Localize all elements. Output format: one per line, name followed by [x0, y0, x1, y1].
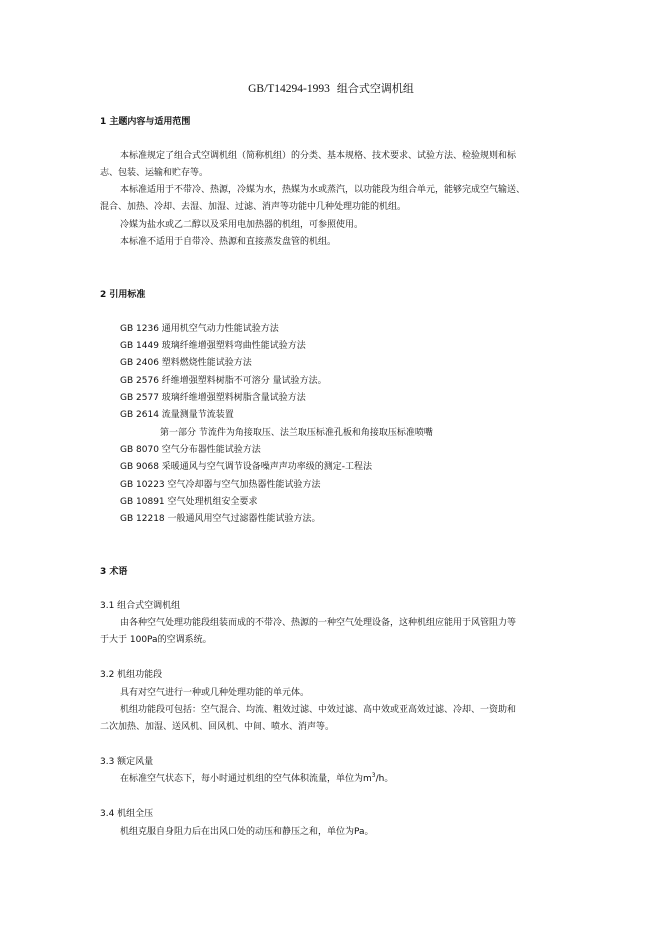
ref-item: GB 2576 纤维增强塑料树脂不可溶分 量试验方法。 [120, 376, 327, 386]
ref-item: GB 9068 采暖通风与空气调节设备噪声声功率级的测定-工程法 [120, 462, 373, 472]
term-3-3-text-before: 在标准空气状态下，每小时通过机组的空气体积流量，单位为m [120, 774, 372, 784]
ref-item: GB 1449 玻璃纤维增强塑料弯曲性能试验方法 [120, 341, 306, 351]
section-2-heading: 2 引用标准 [100, 290, 146, 300]
ref-item: GB 2577 玻璃纤维增强塑料树脂含量试验方法 [120, 393, 306, 403]
document-title [0, 80, 662, 96]
term-3-1-line1: 由各种空气处理功能段组装而成的不带冷、热源的一种空气处理设备，这种机组应能用于风管阻力等 [120, 618, 517, 628]
ref-item: GB 1236 通用机空气动力性能试验方法 [120, 324, 279, 334]
section-1-p2-line2: 混合、加热、冷却、去湿、加湿、过滤、消声等功能中几种处理功能的机组。 [100, 202, 407, 212]
term-3-2-p2-line1: 机组功能段可包括：空气混合、均流、粗效过滤、中效过滤、高中效或亚高效过滤、冷却、一资助和 [120, 705, 517, 715]
ref-item-subpart: 第一部分 节流件为角接取压、法兰取压标准孔板和角接取压标准喷嘴 [160, 428, 433, 438]
title-text: 组合式空调机组 [336, 82, 414, 95]
term-3-3-text [120, 773, 393, 785]
term-3-4-heading: 3.4 机组全压 [100, 809, 154, 819]
section-1-heading: 1 主题内容与适用范围 [100, 117, 191, 127]
term-3-1-line2: 于大于 100Pa的空调系统。 [100, 635, 212, 645]
term-3-3-text-after: /h。 [375, 774, 394, 784]
term-3-2-p2-line2: 二次加热、加湿、送风机、回风机、中间、喷水、消声等。 [100, 722, 335, 732]
ref-item: GB 10223 空气冷却器与空气加热器性能试验方法 [120, 480, 321, 490]
term-3-2-p1: 具有对空气进行一种或几种处理功能的单元体。 [120, 688, 310, 698]
section-1-p1-line2: 志、包装、运输和贮存等。 [100, 168, 209, 178]
section-1-p4: 本标准不适用于自带冷、热源和直接蒸发盘管的机组。 [120, 237, 337, 247]
section-1-p2-line1: 本标准适用于不带冷、热源，冷媒为水，热媒为水或蒸汽，以功能段为组合单元，能够完成空气输送、 [120, 185, 526, 195]
section-1-p1-line1: 本标准规定了组合式空调机组（简称机组）的分类、基本规格、技术要求、试验方法、检验规则和标 [120, 151, 517, 161]
term-3-1-heading: 3.1 组合式空调机组 [100, 601, 181, 611]
term-3-3-heading: 3.3 额定风量 [100, 757, 154, 767]
ref-item: GB 2406 塑料燃烧性能试验方法 [120, 358, 252, 368]
section-3-heading: 3 术语 [100, 567, 128, 577]
section-1-p3: 冷媒为盐水或乙二醇以及采用电加热器的机组，可参照使用。 [120, 220, 364, 230]
ref-item: GB 8070 空气分布器性能试验方法 [120, 445, 261, 455]
term-3-4-text: 机组克服自身阻力后在出风口处的动压和静压之和，单位为Pa。 [120, 827, 374, 837]
superscript-3: 3 [371, 772, 376, 779]
ref-item: GB 10891 空气处理机组安全要求 [120, 497, 258, 507]
title-code: GB/T14294-1993 [248, 83, 330, 95]
ref-item: GB 12218 一般通风用空气过滤器性能试验方法。 [120, 514, 321, 524]
ref-item: GB 2614 流量测量节流装置 [120, 410, 234, 420]
term-3-2-heading: 3.2 机组功能段 [100, 670, 163, 680]
